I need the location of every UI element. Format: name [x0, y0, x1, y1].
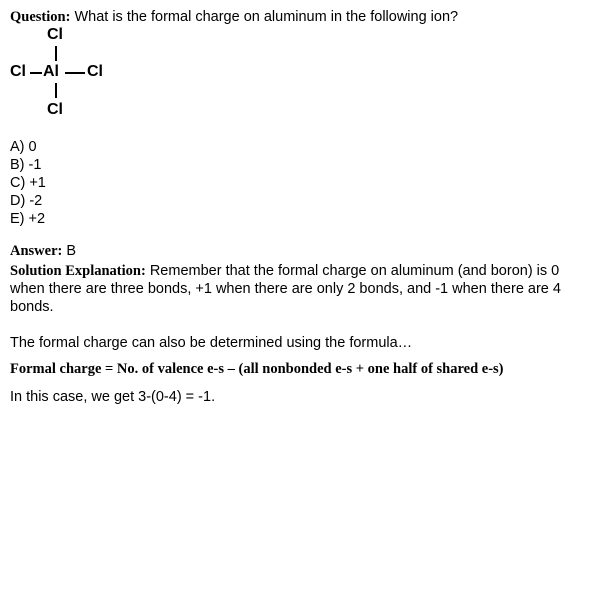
question-label: Question: [10, 9, 71, 25]
answer-label: Answer: [10, 243, 63, 259]
bond-bottom [55, 83, 57, 98]
chlorine-top: Cl [47, 26, 63, 43]
question-text: What is the formal charge on aluminum in the following ion? [74, 9, 459, 25]
answer-value: B [66, 243, 77, 259]
chlorine-left: Cl [10, 63, 26, 80]
choice-b: B) -1 [10, 157, 42, 173]
choice-c: C) +1 [10, 175, 46, 191]
conclusion-text: In this case, we get 3-(0-4) = -1. [10, 389, 216, 405]
formula-intro: The formal charge can also be determined using the formula… [10, 335, 413, 351]
bond-right [65, 72, 85, 74]
bond-top [55, 46, 57, 61]
question-line [10, 8, 458, 26]
bond-left [30, 72, 42, 74]
solution-text: Remember that the formal charge on aluminum (and boron) is 0 when there are three bonds, +1 when there are only 2 bonds, and -1 when there are 4 bonds. [10, 263, 561, 315]
chlorine-bottom: Cl [47, 101, 63, 118]
choice-a: A) 0 [10, 139, 37, 155]
lewis-structure [10, 26, 120, 124]
aluminum-center: Al [43, 63, 59, 80]
formal-charge-formula: Formal charge = No. of valence e-s – (all nonbonded e-s + one half of shared e-s) [10, 361, 504, 377]
choice-d: D) -2 [10, 193, 43, 209]
choice-e: E) +2 [10, 211, 46, 227]
answer-choices [10, 138, 46, 228]
answer-line [10, 242, 76, 260]
solution-label: Solution Explanation: [10, 263, 146, 279]
solution-explanation [10, 262, 590, 316]
chlorine-right: Cl [87, 63, 103, 80]
